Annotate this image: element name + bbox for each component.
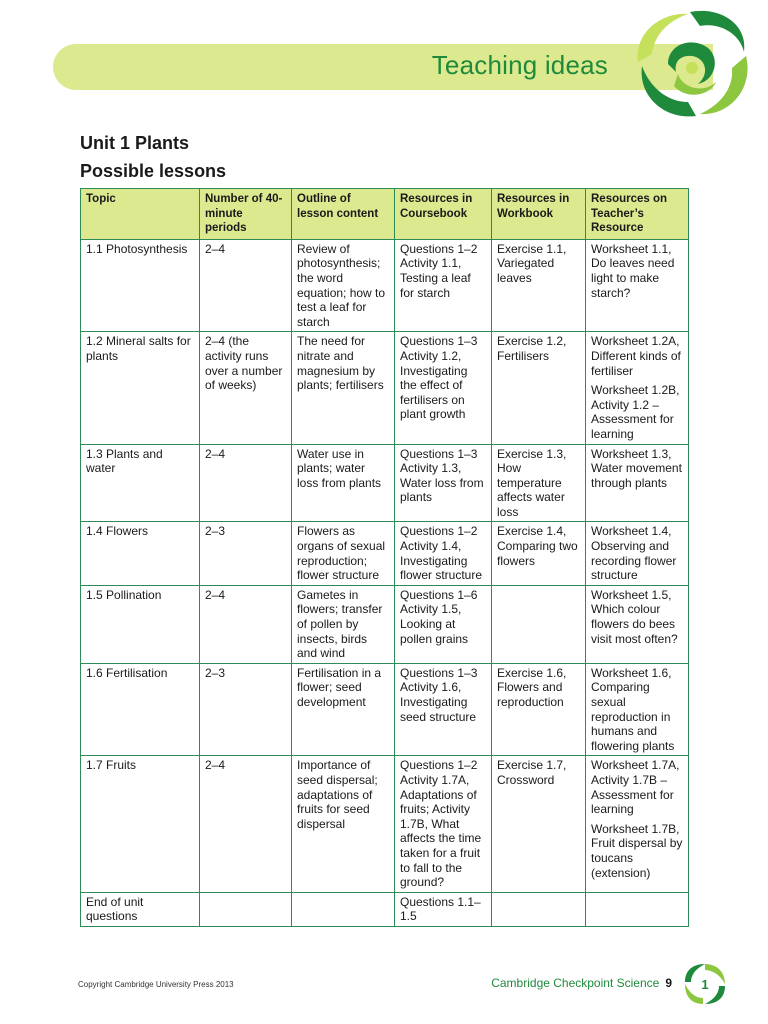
cell-text: Importance of seed dispersal; adaptations of fruits for seed dispersal [297, 758, 378, 831]
table-cell [292, 663, 395, 756]
table-cell [586, 756, 689, 892]
table-cell [492, 663, 586, 756]
table-cell [81, 239, 200, 332]
table-cell [292, 239, 395, 332]
table-row [81, 756, 689, 892]
cell-text: Worksheet 1.3, Water movement through plants [591, 446, 682, 490]
section-title: Possible lessons [80, 161, 227, 181]
table-cell [586, 585, 689, 663]
cell-text: Exercise 1.2, Fertilisers [497, 334, 567, 363]
table-row [81, 332, 689, 444]
table-cell [81, 756, 200, 892]
table-cell [492, 585, 586, 663]
table-cell [492, 522, 586, 585]
table-cell [81, 444, 200, 522]
cell-text: 2–3 [205, 524, 226, 539]
cell-text: 2–4 [205, 241, 226, 256]
cell-text: 1.3 Plants and water [86, 446, 163, 476]
cell-text: 2–4 [205, 587, 226, 602]
cell-text: Questions 1–2 Activity 1.4, Investigating flower structure [400, 524, 483, 583]
table-cell [292, 444, 395, 522]
cell-text: 1.1 Photosynthesis [86, 241, 188, 256]
cell-text: Worksheet 1.2A, Different kinds of fertiliser [591, 334, 681, 378]
table-cell [81, 892, 200, 926]
cell-text: Worksheet 1.5, Which colour flowers do bees visit most often? [591, 587, 678, 646]
cell-text: Questions 1–2 Activity 1.1, Testing a leaf for starch [400, 241, 478, 300]
swirl-logo-icon [620, 4, 760, 124]
table-cell [395, 756, 492, 892]
cell-text: Worksheet 1.1, Do leaves need light to make starch? [591, 241, 675, 300]
footer-series [491, 976, 672, 990]
table-row [81, 444, 689, 522]
page-header-title: Teaching ideas [431, 50, 608, 80]
table-cell [492, 332, 586, 444]
cell-text: Questions 1.1–1.5 [400, 894, 481, 924]
table-cell [586, 332, 689, 444]
table-cell [292, 522, 395, 585]
cell-text: Questions 1–6 Activity 1.5, Looking at pollen grains [400, 587, 478, 646]
table-row [81, 239, 689, 332]
cell-text: Gametes in flowers; transfer of pollen by insects, birds and wind [297, 587, 383, 661]
cell-text: The need for nitrate and magnesium by plants; fertilisers [297, 334, 384, 393]
cell-text: 1.7 Fruits [86, 758, 137, 773]
table-cell [292, 756, 395, 892]
cell-text: Review of photosynthesis; the word equation; how to test a leaf for starch [297, 241, 386, 329]
cell-text: Worksheet 1.7A, Activity 1.7B – Assessment for learning [591, 758, 680, 817]
table-body [81, 239, 689, 926]
cell-text: Exercise 1.4, Comparing two flowers [497, 524, 578, 568]
table-cell [492, 892, 586, 926]
cell-text: End of unit questions [86, 894, 144, 924]
unit-badge-icon [683, 962, 727, 1006]
table-cell [395, 332, 492, 444]
table-cell [81, 522, 200, 585]
cell-text: 2–4 (the activity runs over a number of weeks) [205, 334, 283, 393]
cell-text: Exercise 1.6, Flowers and reproduction [497, 665, 567, 709]
cell-text: Exercise 1.7, Crossword [497, 758, 567, 787]
table-cell [395, 663, 492, 756]
table-header-row [81, 189, 689, 240]
cell-text: 1.4 Flowers [86, 524, 149, 539]
table-cell [395, 444, 492, 522]
cell-text: Fertilisation in a flower; seed development [297, 665, 382, 709]
cell-text: 2–4 [205, 446, 226, 461]
table-cell [395, 892, 492, 926]
table-cell [200, 444, 292, 522]
lessons-table [80, 188, 689, 927]
column-header: Outline of lesson content [292, 189, 395, 240]
table-cell [200, 522, 292, 585]
table-cell [586, 444, 689, 522]
table-cell [395, 522, 492, 585]
table-cell [395, 239, 492, 332]
column-header: Resources in Workbook [492, 189, 586, 240]
cell-text: Questions 1–3 Activity 1.3, Water loss from plants [400, 446, 484, 505]
cell-text: Worksheet 1.4, Observing and recording flower structure [591, 524, 677, 583]
cell-text: Flowers as organs of sexual reproduction; flower structure [297, 524, 386, 583]
cell-text: 2–3 [205, 665, 226, 680]
cell-text: 1.5 Pollination [86, 587, 162, 602]
table-row [81, 892, 689, 926]
table-cell [492, 239, 586, 332]
cell-text: Worksheet 1.2B, Activity 1.2 – Assessment for learning [591, 383, 680, 441]
table-cell [492, 756, 586, 892]
cell-text: Questions 1–3 Activity 1.6, Investigating seed structure [400, 665, 478, 724]
cell-text: Worksheet 1.7B, Fruit dispersal by toucans (extension) [591, 821, 683, 880]
cell-text: Exercise 1.1, Variegated leaves [497, 241, 567, 285]
cell-text: 2–4 [205, 758, 226, 773]
table-cell [200, 892, 292, 926]
table-row [81, 585, 689, 663]
table-cell [200, 585, 292, 663]
table-cell [586, 892, 689, 926]
table-cell [200, 239, 292, 332]
cell-text: 1.6 Fertilisation [86, 665, 168, 680]
table-cell [292, 332, 395, 444]
table-cell [292, 585, 395, 663]
cell-text: Questions 1–2 Activity 1.7A, Adaptations of fruits; Activity 1.7B, What affects the time taken for a fruit to fall to the ground? [400, 758, 482, 890]
column-header: Resources on Teacher’s Resource [586, 189, 689, 240]
table-cell [586, 239, 689, 332]
table-cell [81, 663, 200, 756]
table-cell [395, 585, 492, 663]
cell-text: Exercise 1.3, How temperature affects water loss [497, 446, 567, 519]
cell-text: Water use in plants; water loss from plants [297, 446, 382, 490]
table-cell [292, 892, 395, 926]
table-cell [586, 663, 689, 756]
column-header: Topic [81, 189, 200, 240]
table-cell [492, 444, 586, 522]
page-number: 9 [665, 976, 672, 990]
copyright-notice: Copyright Cambridge University Press 2013 [78, 980, 234, 989]
cell-text: Questions 1–3 Activity 1.2, Investigating the effect of fertilisers on plant growth [400, 334, 478, 422]
column-header: Resources in Coursebook [395, 189, 492, 240]
table-cell [200, 332, 292, 444]
table-cell [200, 663, 292, 756]
header-banner [53, 44, 713, 90]
table-cell [81, 332, 200, 444]
table-cell [200, 756, 292, 892]
table-row [81, 663, 689, 756]
series-title: Cambridge Checkpoint Science [491, 976, 660, 990]
table-cell [81, 585, 200, 663]
column-header: Number of 40-minute periods [200, 189, 292, 240]
cell-text: 1.2 Mineral salts for plants [86, 334, 191, 363]
cell-text: Worksheet 1.6, Comparing sexual reproduction in humans and flowering plants [591, 665, 675, 753]
unit-badge-number: 1 [701, 977, 709, 992]
unit-title: Unit 1 Plants [80, 133, 190, 153]
table-row [81, 522, 689, 585]
table-cell [586, 522, 689, 585]
